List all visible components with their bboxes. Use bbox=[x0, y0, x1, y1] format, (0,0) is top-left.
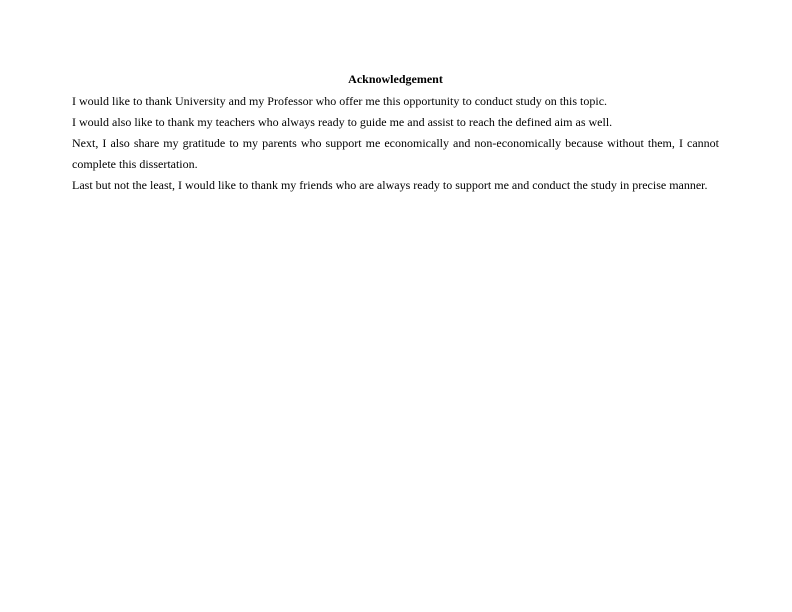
document-page bbox=[72, 70, 719, 196]
paragraph-thanks-friends: Last but not the least, I would like to thank my friends who are always ready to support me and conduct the study in precise manner. bbox=[72, 178, 708, 192]
page-title: Acknowledgement bbox=[348, 72, 443, 86]
paragraph-thanks-parents: Next, I also share my gratitude to my parents who support me economically and non-economically because without them, I cannot complete this dissertation. bbox=[72, 136, 719, 171]
paragraph-thanks-teachers: I would also like to thank my teachers who always ready to guide me and assist to reach the defined aim as well. bbox=[72, 115, 613, 129]
paragraph-thanks-university: I would like to thank University and my Professor who offer me this opportunity to conduct study on this topic. bbox=[72, 94, 608, 108]
